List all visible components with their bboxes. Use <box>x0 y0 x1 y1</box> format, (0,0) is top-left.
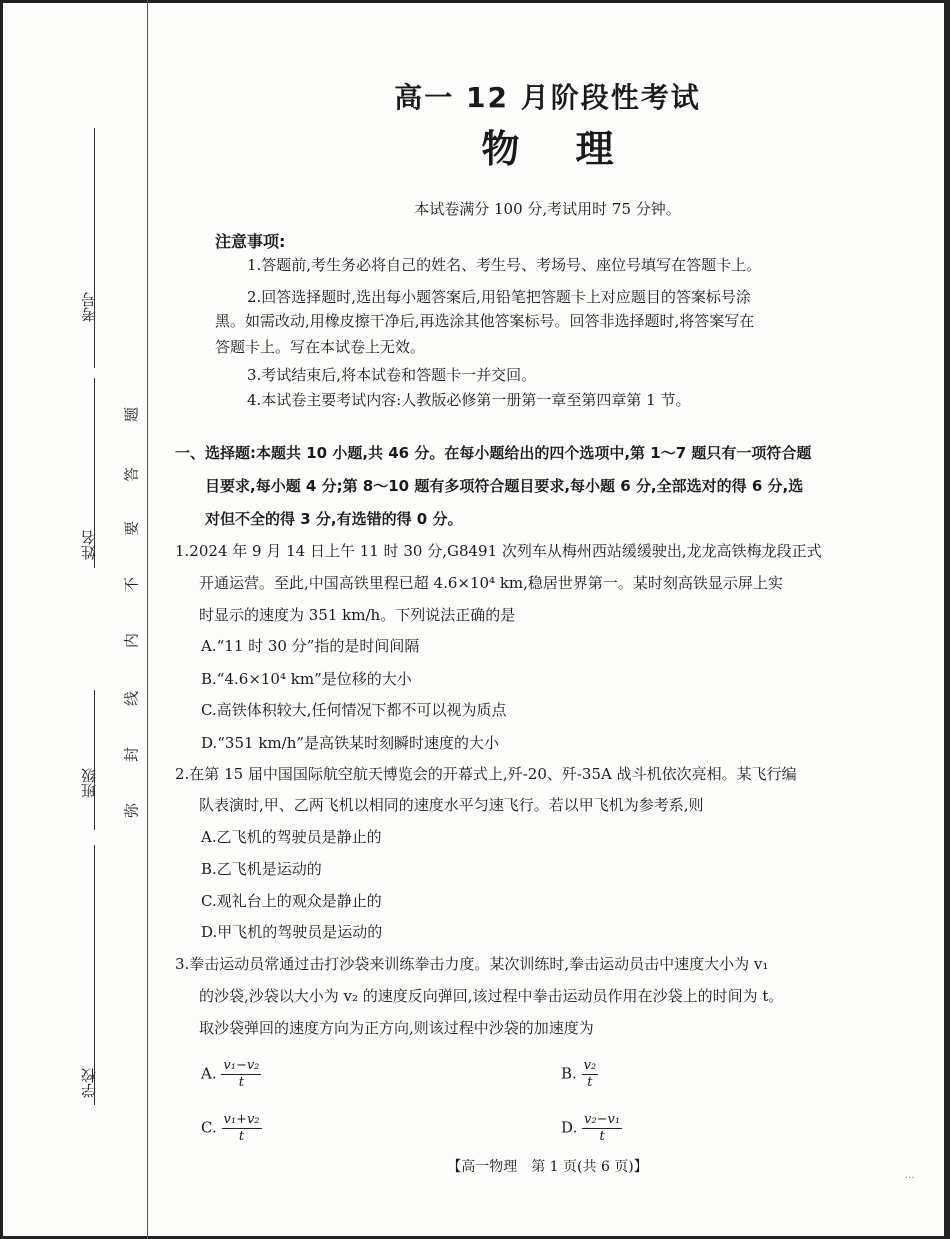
q3-option-a <box>201 1058 261 1091</box>
exam-subject: 物理 <box>481 127 670 171</box>
q1-option-c: C.高铁体积较大,任何情况下都不可以视为质点 <box>201 701 507 719</box>
q3-option-b <box>561 1058 598 1091</box>
option-label: D. <box>561 1118 578 1137</box>
fraction <box>582 1112 622 1145</box>
notice-line: 黑。如需改动,用橡皮擦干净后,再选涂其他答案标号。回答非选择题时,将答案写在 <box>215 312 755 330</box>
seal-char: 内 <box>122 633 141 649</box>
section1-line: 目要求,每小题 4 分;第 8～10 题有多项符合题目要求,每小题 6 分,全部选对的得 6 分,选 <box>205 477 804 495</box>
fraction-numerator: v₂ <box>583 1058 597 1073</box>
xuexiao-label: 学校 <box>80 1068 98 1098</box>
option-label: A. <box>201 1064 217 1083</box>
seal-char: 线 <box>122 691 141 707</box>
q3-option-d <box>561 1112 622 1145</box>
kaohao-line <box>94 128 95 368</box>
page-footer: 【高一物理 第 1 页(共 6 页)】 <box>447 1159 648 1175</box>
seal-char: 弥 <box>122 803 141 819</box>
page-border-top <box>0 0 950 3</box>
q1-option-a: A.“11 时 30 分”指的是时间间隔 <box>201 637 420 655</box>
fraction <box>221 1058 261 1091</box>
notice-line: 4.本试卷主要考试内容:人教版必修第一册第一章至第四章第 1 节。 <box>247 391 691 409</box>
q1-option-d: D.“351 km/h”是高铁某时刻瞬时速度的大小 <box>201 734 500 752</box>
notice-line: 3.考试结束后,将本试卷和答题卡一并交回。 <box>247 366 537 384</box>
xingming-label: 姓名 <box>80 530 98 560</box>
q3-option-c <box>201 1112 262 1145</box>
fraction-numerator: v₁−v₂ <box>223 1058 260 1073</box>
option-label: C. <box>201 1118 217 1137</box>
corner-mark: ... <box>905 1170 915 1181</box>
fraction <box>582 1058 599 1091</box>
notice-heading: 注意事项: <box>215 232 286 251</box>
exam-info: 本试卷满分 100 分,考试用时 75 分钟。 <box>414 200 681 218</box>
page-border-left <box>0 0 3 1239</box>
notice-line: 答题卡上。写在本试卷上无效。 <box>215 338 426 356</box>
seal-char: 要 <box>122 521 141 537</box>
seal-char: 答 <box>122 467 141 483</box>
seal-char: 不 <box>122 577 141 593</box>
option-label: B. <box>561 1064 577 1083</box>
kaohao-label: 考号 <box>80 292 98 322</box>
binding-margin-line <box>147 0 148 1239</box>
q3-stem-line: 取沙袋弹回的速度方向为正方向,则该过程中沙袋的加速度为 <box>199 1019 594 1037</box>
fraction-numerator: v₁+v₂ <box>223 1112 260 1127</box>
section1-line: 一、选择题:本题共 10 小题,共 46 分。在每小题给出的四个选项中,第 1～7 题只有一项符合题 <box>175 444 812 462</box>
q1-stem-line: 时显示的速度为 351 km/h。下列说法正确的是 <box>199 606 516 624</box>
q1-stem-line: 1.2024 年 9 月 14 日上午 11 时 30 分,G8491 次列车从梅州西站缓缓驶出,龙龙高铁梅龙段正式 <box>175 542 822 560</box>
q1-option-b: B.“4.6×10⁴ km”是位移的大小 <box>201 670 412 688</box>
fraction-denominator: t <box>587 1075 593 1090</box>
exam-title: 高一 12 月阶段性考试 <box>394 81 701 114</box>
page-border-right <box>944 0 950 1239</box>
banji-line <box>94 690 95 830</box>
q1-stem-line: 开通运营。至此,中国高铁里程已超 4.6×10⁴ km,稳居世界第一。某时刻高铁显示屏上实 <box>199 574 783 592</box>
notice-line: 2.回答选择题时,选出每小题答案后,用铅笔把答题卡上对应题目的答案标号涂 <box>247 288 751 306</box>
q2-stem-line: 2.在第 15 届中国国际航空航天博览会的开幕式上,歼-20、歼-35A 战斗机依次亮相。某飞行编 <box>175 765 797 783</box>
fraction-denominator: t <box>599 1129 605 1144</box>
section1-line: 对但不全的得 3 分,有选错的得 0 分。 <box>205 510 463 528</box>
q3-stem-line: 的沙袋,沙袋以大小为 v₂ 的速度反向弹回,该过程中拳击运动员作用在沙袋上的时间为 t。 <box>199 987 784 1005</box>
fraction-denominator: t <box>238 1075 245 1090</box>
q2-stem-line: 队表演时,甲、乙两飞机以相同的速度水平匀速飞行。若以甲飞机为参考系,则 <box>199 796 704 814</box>
banji-label: 班级 <box>80 768 98 798</box>
seal-char: 题 <box>122 407 141 423</box>
fraction-denominator: t <box>238 1129 245 1144</box>
xuexiao-line <box>94 845 95 1105</box>
q3-stem-line: 3.拳击运动员常通过击打沙袋来训练拳击力度。某次训练时,拳击运动员击中速度大小为 v₁ <box>175 955 769 973</box>
notice-line: 1.答题前,考生务必将自己的姓名、考生号、考场号、座位号填写在答题卡上。 <box>247 256 762 274</box>
seal-char: 封 <box>122 747 141 763</box>
fraction-numerator: v₂−v₁ <box>584 1112 621 1127</box>
q2-option-b: B.乙飞机是运动的 <box>201 860 322 878</box>
q2-option-d: D.甲飞机的驾驶员是运动的 <box>201 923 383 941</box>
q2-option-c: C.观礼台上的观众是静止的 <box>201 892 382 910</box>
q2-option-a: A.乙飞机的驾驶员是静止的 <box>201 828 382 846</box>
fraction <box>222 1112 262 1145</box>
